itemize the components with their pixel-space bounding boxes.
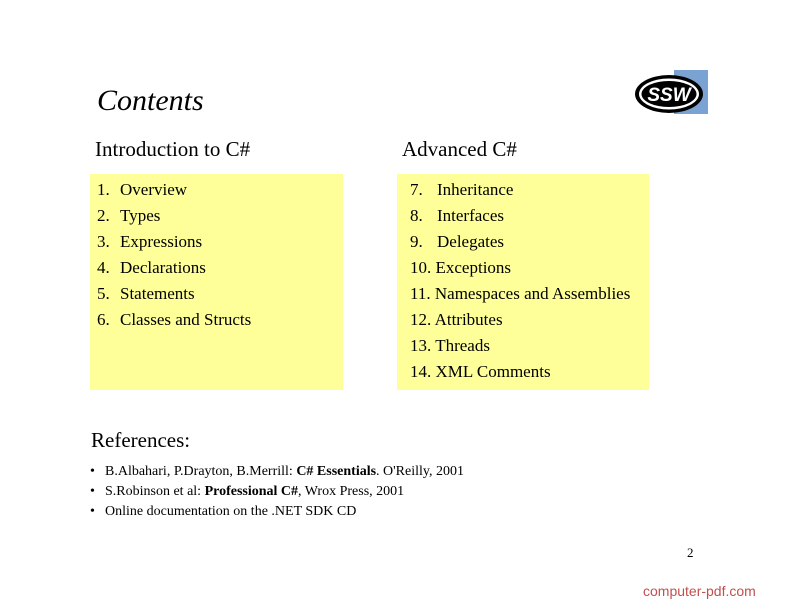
references-list <box>90 462 464 522</box>
topic-item <box>410 232 504 252</box>
topic-label: XML Comments <box>435 362 551 381</box>
topic-item <box>97 232 202 252</box>
reference-item <box>90 502 464 522</box>
bullet-icon: • <box>90 504 95 519</box>
advanced-topics-box <box>397 174 649 390</box>
topic-item <box>97 258 206 278</box>
reference-text: Online documentation on the .NET SDK CD <box>105 504 357 519</box>
topic-label: Namespaces and Assemblies <box>434 284 631 303</box>
topic-label: Statements <box>120 284 195 303</box>
topic-number: 7. <box>410 180 423 199</box>
topic-item <box>97 206 160 226</box>
bullet-icon: • <box>90 484 95 499</box>
topic-number: 6. <box>97 310 110 329</box>
reference-text: B.Albahari, P.Drayton, B.Merrill: <box>105 464 297 479</box>
topic-number: 10. <box>410 258 432 277</box>
topic-item <box>410 336 490 356</box>
topic-number: 2. <box>97 206 110 225</box>
topic-number: 4. <box>97 258 110 277</box>
section-heading-intro: Introduction to C# <box>95 137 251 161</box>
topic-number: 8. <box>410 206 423 225</box>
intro-topics-box <box>90 174 343 390</box>
topic-label: Types <box>120 206 161 225</box>
topic-item <box>97 310 251 330</box>
reference-item <box>90 462 464 482</box>
topic-label: Overview <box>120 180 188 199</box>
logo-text: SSW <box>647 85 691 106</box>
topic-label: Declarations <box>120 258 206 277</box>
topic-item <box>410 310 503 330</box>
topic-item <box>410 180 513 200</box>
slide-title: Contents <box>97 84 204 117</box>
topic-item <box>97 284 195 304</box>
topic-label: Expressions <box>120 232 203 251</box>
reference-publisher: . O'Reilly, 2001 <box>376 464 464 479</box>
reference-title: Professional C# <box>204 484 299 499</box>
references-heading: References: <box>91 428 191 452</box>
bullet-icon: • <box>90 464 95 479</box>
watermark: computer-pdf.com <box>643 583 756 599</box>
topic-number: 14. <box>410 362 432 381</box>
reference-item <box>90 482 464 502</box>
ssw-logo <box>634 70 708 114</box>
page-number: 2 <box>687 545 694 560</box>
topic-label: Inheritance <box>437 180 514 199</box>
section-heading-advanced: Advanced C# <box>402 137 517 161</box>
topic-label: Attributes <box>434 310 503 329</box>
topic-label: Interfaces <box>437 206 505 225</box>
topic-item <box>410 206 504 226</box>
reference-publisher: , Wrox Press, 2001 <box>298 484 405 499</box>
topic-label: Classes and Structs <box>120 310 252 329</box>
reference-title: C# Essentials <box>296 464 377 479</box>
topic-item <box>410 258 511 278</box>
topic-number: 13. <box>410 336 432 355</box>
topic-item <box>410 362 551 382</box>
topic-number: 12. <box>410 310 432 329</box>
topic-number: 5. <box>97 284 110 303</box>
topic-number: 11. <box>410 284 431 303</box>
topic-label: Exceptions <box>435 258 512 277</box>
topic-item <box>97 180 187 200</box>
topic-label: Threads <box>435 336 490 355</box>
topic-number: 1. <box>97 180 110 199</box>
topic-number: 9. <box>410 232 423 251</box>
topic-label: Delegates <box>437 232 505 251</box>
topic-item <box>410 284 630 304</box>
reference-text: S.Robinson et al: <box>105 484 205 499</box>
topic-number: 3. <box>97 232 110 251</box>
